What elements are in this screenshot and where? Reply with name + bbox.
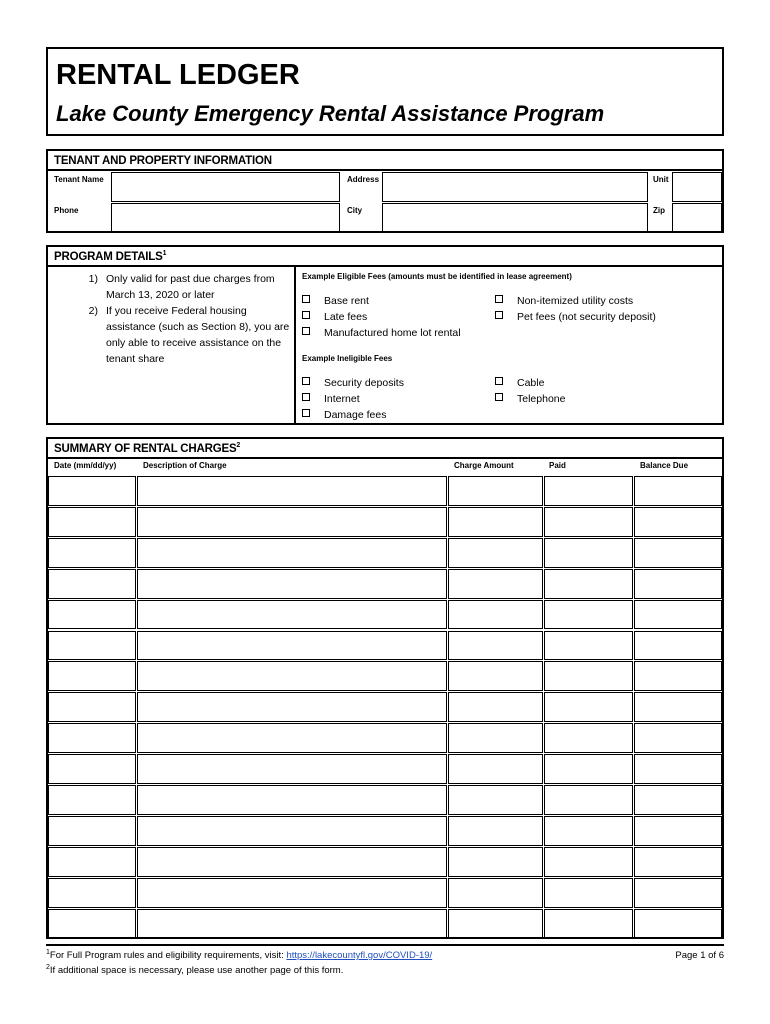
eligible-fee-item — [302, 293, 369, 309]
column-header-date: Date (mm/dd/yy) — [54, 461, 117, 470]
balance-due-cell[interactable] — [634, 538, 722, 568]
description-cell[interactable] — [137, 600, 447, 630]
rental-charges-section — [46, 437, 724, 939]
address-field[interactable] — [382, 172, 648, 202]
checkbox-icon — [302, 327, 310, 335]
column-header-paid: Paid — [549, 461, 566, 470]
footnote-marker: 1 — [46, 948, 50, 956]
balance-due-cell[interactable] — [634, 909, 722, 939]
balance-due-cell[interactable] — [634, 692, 722, 722]
description-cell[interactable] — [137, 847, 447, 877]
description-cell[interactable] — [137, 878, 447, 908]
charge-amount-cell[interactable] — [448, 507, 543, 537]
checkbox-icon — [495, 393, 503, 401]
program-rule-text: If you receive Federal housing assistance (such as Section 8), you are only able to receive assistance on the tenant share — [106, 305, 290, 365]
paid-cell[interactable] — [544, 723, 633, 753]
paid-cell[interactable] — [544, 538, 633, 568]
eligible-fee-item — [495, 309, 656, 325]
program-rule-text: Only valid for past due charges from March 13, 2020 or later — [106, 273, 275, 301]
date-cell[interactable] — [48, 538, 136, 568]
fee-label: Damage fees — [324, 409, 387, 421]
paid-cell[interactable] — [544, 507, 633, 537]
city-label: City — [347, 206, 363, 215]
paid-cell[interactable] — [544, 816, 633, 846]
paid-cell[interactable] — [544, 785, 633, 815]
checkbox-icon — [302, 409, 310, 417]
charge-amount-cell[interactable] — [448, 816, 543, 846]
footnote-marker: 2 — [46, 963, 50, 971]
date-cell[interactable] — [48, 569, 136, 599]
unit-label: Unit — [653, 175, 669, 184]
eligible-fee-item — [302, 325, 461, 341]
date-cell[interactable] — [48, 785, 136, 815]
date-cell[interactable] — [48, 692, 136, 722]
charge-amount-cell[interactable] — [448, 785, 543, 815]
ineligible-fees-title: Example Ineligible Fees — [302, 354, 393, 363]
description-cell[interactable] — [137, 909, 447, 939]
footnote-1-text: For Full Program rules and eligibility requirements, visit: — [49, 950, 287, 961]
column-header-charge-amount: Charge Amount — [454, 461, 514, 470]
fee-label: Late fees — [324, 311, 368, 323]
fee-label: Manufactured home lot rental — [324, 327, 461, 339]
program-divider — [294, 267, 296, 423]
date-cell[interactable] — [48, 909, 136, 939]
balance-due-cell[interactable] — [634, 878, 722, 908]
paid-cell[interactable] — [544, 661, 633, 691]
fee-label: Telephone — [517, 393, 566, 405]
paid-cell[interactable] — [544, 878, 633, 908]
program-section-heading — [48, 247, 722, 267]
balance-due-cell[interactable] — [634, 661, 722, 691]
description-cell[interactable] — [137, 692, 447, 722]
program-rule-number: 1) — [88, 273, 98, 285]
balance-due-cell[interactable] — [634, 507, 722, 537]
checkbox-icon — [302, 295, 310, 303]
paid-cell[interactable] — [544, 476, 633, 506]
description-cell[interactable] — [137, 569, 447, 599]
balance-due-cell[interactable] — [634, 816, 722, 846]
date-cell[interactable] — [48, 723, 136, 753]
program-rules-list — [54, 271, 290, 367]
checkbox-icon — [495, 295, 503, 303]
fee-label: Internet — [324, 393, 360, 405]
ineligible-fee-item — [302, 375, 404, 391]
charge-amount-cell[interactable] — [448, 661, 543, 691]
description-cell[interactable] — [137, 723, 447, 753]
checkbox-icon — [302, 393, 310, 401]
date-cell[interactable] — [48, 661, 136, 691]
program-heading-text: PROGRAM DETAILS — [54, 251, 163, 263]
title-box — [46, 47, 724, 136]
description-cell[interactable] — [137, 507, 447, 537]
charge-amount-cell[interactable] — [448, 723, 543, 753]
zip-label: Zip — [653, 206, 665, 215]
paid-cell[interactable] — [544, 631, 633, 661]
balance-due-cell[interactable] — [634, 754, 722, 784]
paid-cell[interactable] — [544, 847, 633, 877]
fee-label: Base rent — [324, 295, 369, 307]
page-number: Page 1 of 6 — [675, 950, 724, 961]
fee-label: Non-itemized utility costs — [517, 295, 634, 307]
paid-cell[interactable] — [544, 600, 633, 630]
balance-due-cell[interactable] — [634, 600, 722, 630]
date-cell[interactable] — [48, 507, 136, 537]
ineligible-fee-item — [495, 375, 544, 391]
footer-rule — [46, 944, 724, 946]
paid-cell[interactable] — [544, 754, 633, 784]
ineligible-fee-item — [302, 391, 360, 407]
eligible-fee-item — [302, 309, 367, 325]
checkbox-icon — [495, 311, 503, 319]
date-cell[interactable] — [48, 816, 136, 846]
balance-due-cell[interactable] — [634, 569, 722, 599]
footnote-2 — [46, 965, 343, 976]
program-rule-number: 2) — [88, 305, 98, 317]
address-label: Address — [347, 175, 380, 184]
tenant-name-field[interactable] — [111, 172, 340, 202]
checkbox-icon — [495, 377, 503, 385]
description-cell[interactable] — [137, 754, 447, 784]
fee-label: Security deposits — [324, 377, 404, 389]
column-header-description: Description of Charge — [143, 461, 227, 470]
checkbox-icon — [302, 377, 310, 385]
phone-label: Phone — [54, 206, 79, 215]
balance-due-cell[interactable] — [634, 847, 722, 877]
unit-field[interactable] — [672, 172, 722, 202]
summary-heading-text: SUMMARY OF RENTAL CHARGES — [54, 443, 237, 455]
charge-amount-cell[interactable] — [448, 847, 543, 877]
fee-label: Cable — [517, 377, 545, 389]
date-cell[interactable] — [48, 847, 136, 877]
charge-amount-cell[interactable] — [448, 878, 543, 908]
phone-field[interactable] — [111, 203, 340, 232]
eligible-fees-title: Example Eligible Fees (amounts must be identified in lease agreement) — [302, 272, 572, 281]
charge-amount-cell[interactable] — [448, 754, 543, 784]
balance-due-cell[interactable] — [634, 785, 722, 815]
checkbox-icon — [302, 311, 310, 319]
footnote-1 — [46, 950, 432, 961]
program-details-section — [46, 245, 724, 425]
date-cell[interactable] — [48, 754, 136, 784]
balance-due-cell[interactable] — [634, 476, 722, 506]
footnote-ref-1: 1 — [162, 250, 167, 258]
date-cell[interactable] — [48, 631, 136, 661]
footnote-2-text: If additional space is necessary, please use another page of this form. — [49, 965, 344, 976]
covid-19-link[interactable]: https://lakecountyfl.gov/COVID-19/ — [286, 950, 433, 961]
tenant-property-section — [46, 149, 724, 233]
column-header-balance-due: Balance Due — [640, 461, 689, 470]
summary-section-heading — [48, 439, 722, 459]
document-subtitle: Lake County Emergency Rental Assistance Program — [56, 101, 605, 126]
charge-amount-cell[interactable] — [448, 631, 543, 661]
zip-field[interactable] — [672, 203, 722, 232]
eligible-fee-item — [495, 293, 633, 309]
ineligible-fee-item — [302, 407, 386, 423]
balance-due-cell[interactable] — [634, 631, 722, 661]
date-cell[interactable] — [48, 476, 136, 506]
charge-amount-cell[interactable] — [448, 909, 543, 939]
program-rule-item — [54, 271, 290, 303]
description-cell[interactable] — [137, 476, 447, 506]
charge-amount-cell[interactable] — [448, 600, 543, 630]
date-cell[interactable] — [48, 878, 136, 908]
program-rule-item — [54, 303, 290, 367]
date-cell[interactable] — [48, 600, 136, 630]
tenant-section-heading: TENANT AND PROPERTY INFORMATION — [48, 151, 722, 171]
description-cell[interactable] — [137, 661, 447, 691]
paid-cell[interactable] — [544, 569, 633, 599]
fee-label: Pet fees (not security deposit) — [517, 311, 656, 323]
description-cell[interactable] — [137, 538, 447, 568]
city-field[interactable] — [382, 203, 648, 232]
description-cell[interactable] — [137, 785, 447, 815]
charge-amount-cell[interactable] — [448, 476, 543, 506]
charge-amount-cell[interactable] — [448, 538, 543, 568]
description-cell[interactable] — [137, 631, 447, 661]
paid-cell[interactable] — [544, 909, 633, 939]
ineligible-fee-item — [495, 391, 565, 407]
charge-amount-cell[interactable] — [448, 692, 543, 722]
description-cell[interactable] — [137, 816, 447, 846]
balance-due-cell[interactable] — [634, 723, 722, 753]
tenant-name-label: Tenant Name — [54, 175, 104, 184]
document-title: RENTAL LEDGER — [56, 59, 300, 91]
charge-amount-cell[interactable] — [448, 569, 543, 599]
paid-cell[interactable] — [544, 692, 633, 722]
footnote-ref-2: 2 — [236, 442, 241, 450]
